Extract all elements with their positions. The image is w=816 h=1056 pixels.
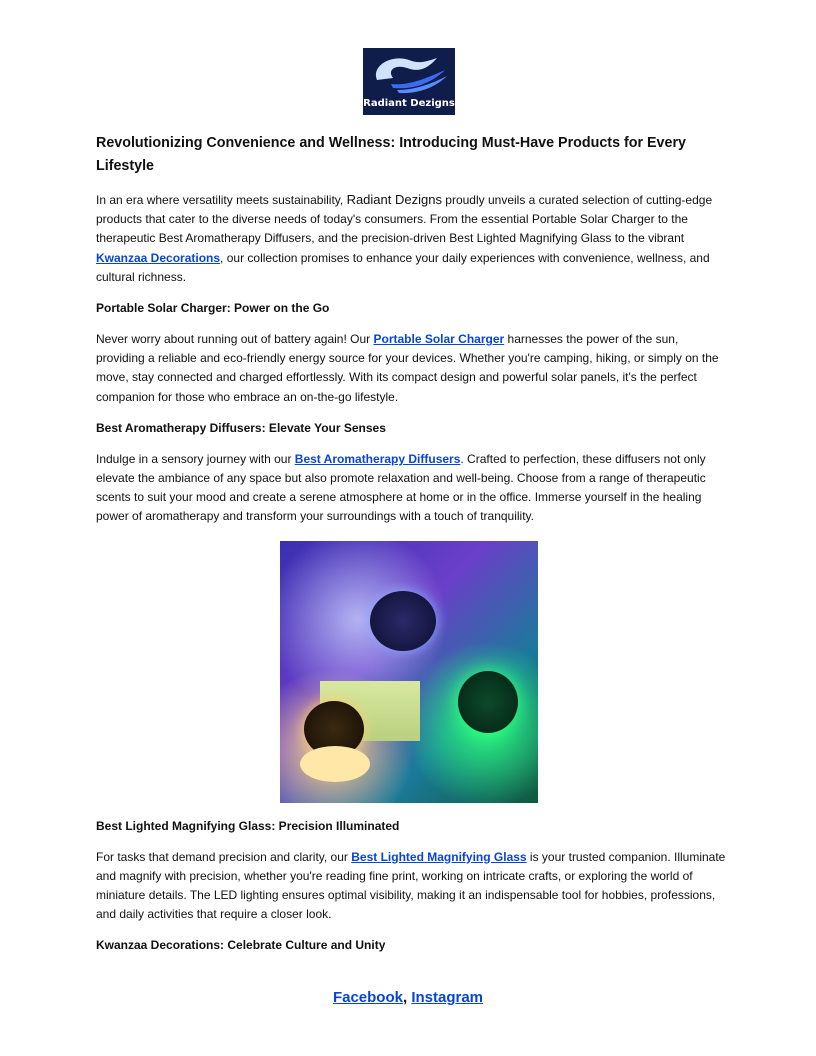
logo-text: Radiant Dezigns (363, 98, 455, 109)
section-paragraph (96, 330, 726, 407)
intro-paragraph (96, 190, 726, 287)
portable-solar-charger-link[interactable]: Portable Solar Charger (373, 332, 505, 347)
intro-text: proudly unveils a curated selection of cutting-edge products that cater to the diverse needs of today's consumers. From the essential Portable Solar Charger to the therapeutic Best Aromatherapy Diffusers, and the precision-driven Best Lighted Magnifying Glass to the vibrant (96, 193, 713, 246)
section-heading: Best Aromatherapy Diffusers: Elevate Your Senses (96, 420, 386, 435)
section-paragraph (96, 450, 726, 527)
page-title: Revolutionizing Convenience and Wellness: Introducing Must-Have Products for Every Lifestyle (96, 135, 686, 174)
intro-text: , our collection promises to enhance your daily experiences with convenience, wellness, and cultural richness. (96, 250, 710, 284)
lighted-magnifying-glass-link[interactable]: Best Lighted Magnifying Glass (351, 849, 527, 864)
wave-icon (363, 48, 455, 98)
diffusers-photo (280, 541, 538, 803)
radiant-dezigns-logo (363, 48, 455, 115)
section-paragraph (96, 848, 726, 925)
facebook-link[interactable]: Facebook (332, 989, 403, 1006)
aromatherapy-diffusers-link[interactable]: Best Aromatherapy Diffusers (294, 451, 461, 466)
text: For tasks that demand precision and clarity, our (96, 849, 352, 864)
article (96, 132, 726, 967)
text: is your trusted companion. Illuminate and magnify with precision, whether you're reading fine print, working on intricate crafts, or exploring the world of miniature details. The LED lighting ensures optimal visibility, making it an indispensable tool for hobbies, professions, and daily activities that require a closer look. (96, 849, 726, 922)
text: Never worry about running out of battery again! Our (96, 332, 374, 347)
text: harnesses the power of the sun, providing a reliable and eco-friendly energy source for your devices. Whether you're camping, hiking, or simply on the move, stay connected and charged effortlessly. With its compact design and powerful solar panels, it's the perfect companion for those who embrace an on-the-go lifestyle. (96, 332, 719, 404)
intro-text: In an era where versatility meets sustainability, (96, 193, 347, 207)
separator: , (402, 989, 412, 1006)
section-heading: Best Lighted Magnifying Glass: Precision Illuminated (96, 818, 400, 833)
kwanzaa-decorations-link[interactable]: Kwanzaa Decorations (96, 250, 221, 265)
instagram-link[interactable]: Instagram (411, 989, 484, 1006)
footer-links (0, 989, 816, 1006)
brand-name: Radiant Dezigns (346, 192, 442, 207)
section-heading: Kwanzaa Decorations: Celebrate Culture and Unity (96, 938, 386, 953)
text: Indulge in a sensory journey with our (96, 451, 295, 466)
section-heading: Portable Solar Charger: Power on the Go (96, 301, 330, 316)
text: . Crafted to perfection, these diffusers not only elevate the ambiance of any space but also promote relaxation and well-being. Choose from a range of therapeutic scents to suit your mood and create a serene atmosphere at home or in the office. Immerse yourself in the healing power of aromatherapy and transform your surroundings with a touch of tranquility. (96, 451, 706, 524)
